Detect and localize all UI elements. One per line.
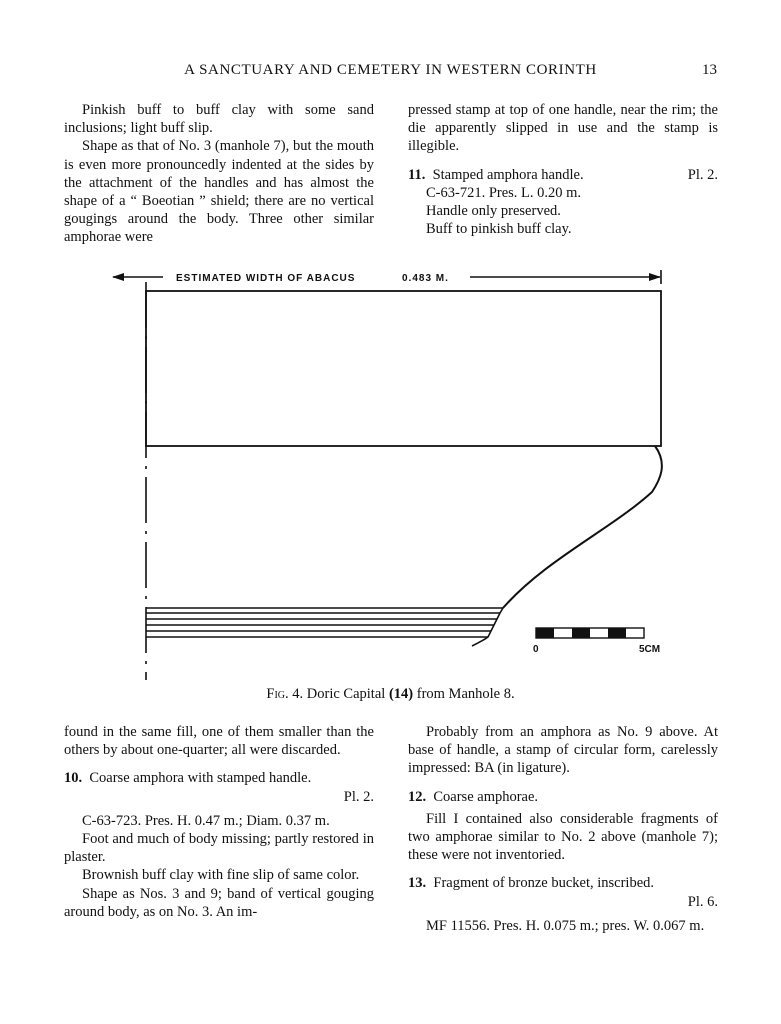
figure-caption-ref: (14) [388,686,414,702]
paragraph: Probably from an amphora as No. 9 above. At base of handle, a stamp of circular form, carelessly impressed: ΒΑ (in ligature). [408,724,718,777]
paragraph: C-63-723. Pres. H. 0.47 m.; Diam. 0.37 m. [82,812,330,829]
abacus-outline [146,291,661,446]
paragraph: C-63-721. Pres. L. 0.20 m. [426,184,582,201]
paragraph: pressed stamp at top of one handle, near the rim; the die apparently slipped in use and the stamp is illegible. [408,102,718,155]
dimension-value: 0.483 M. [402,273,449,284]
catalogue-entry-heading [408,788,718,806]
plate-reference: Pl. 2. [343,788,374,805]
dimension-label: ESTIMATED WIDTH OF ABACUS [176,273,356,284]
column-top-right [408,101,718,238]
catalogue-entry-heading [408,874,718,892]
running-title: A SANCTUARY AND CEMETERY IN WESTERN CORINTH [184,62,597,78]
scale-bar [533,628,660,655]
plate-reference: Pl. 2. [687,166,718,183]
paragraph: Buff to pinkish buff clay. [426,221,572,238]
figure-caption-text: Doric Capital [306,686,386,702]
paragraph: found in the same fill, one of them smaller than the others by about one-quarter; all were discarded. [64,724,374,759]
entry-title [408,166,584,184]
page-number: 13 [702,62,717,78]
catalogue-entry-heading [64,769,374,787]
running-head [0,62,781,86]
capital-profile-drawing [0,258,781,688]
column-top-left [64,101,374,247]
paragraph: MF 11556. Pres. H. 0.075 m.; pres. W. 0.067 m. [426,917,705,934]
entry-title-text: Stamped amphora handle. [432,166,584,183]
entry-number: 13. [408,875,427,892]
entry-number: 11. [408,166,426,183]
dimension-line [112,270,661,284]
scale-start-label: 0 [533,644,539,655]
entry-number: 12. [408,788,427,805]
entry-title-text: Coarse amphorae. [433,788,539,805]
figure-label: Fig. 4. [266,686,304,702]
column-bottom-left [64,723,374,921]
paragraph: Shape as Nos. 3 and 9; band of vertical gouging around body, as on No. 3. An im- [64,885,374,920]
entry-number: 10. [64,770,83,787]
entry-title-text: Fragment of bronze bucket, inscribed. [433,875,655,892]
entry-title-text: Coarse amphora with stamped handle. [89,770,312,787]
echinus-profile [503,446,662,608]
paragraph: Fill I contained also considerable fragments of two amphorae similar to No. 2 above (manhole 7); these were not inventoried. [408,810,718,864]
catalogue-entry-heading [408,166,718,184]
column-bottom-right [408,723,718,935]
paragraph: Brownish buff clay with fine slip of same color. [82,867,360,884]
scale-end-label: 5CM [639,644,661,655]
figure-doric-capital [0,258,781,688]
paragraph: Foot and much of body missing; partly restored in plaster. [64,831,374,866]
paragraph: Handle only preserved. [426,203,561,220]
figure-caption-tail: from Manhole 8. [416,686,515,702]
paragraph: Shape as that of No. 3 (manhole 7), but the mouth is even more pronouncedly indented at the sides by the attachment of the handles and has almost the shape of a “ Boeotian ” shield; there are no vertical gougings around the body. Three other similar amphorae were [64,138,374,246]
annulets [146,608,503,646]
paragraph: Pinkish buff to buff clay with some sand inclusions; light buff slip. [64,102,374,137]
plate-reference: Pl. 6. [687,893,718,910]
figure-caption [0,686,781,703]
